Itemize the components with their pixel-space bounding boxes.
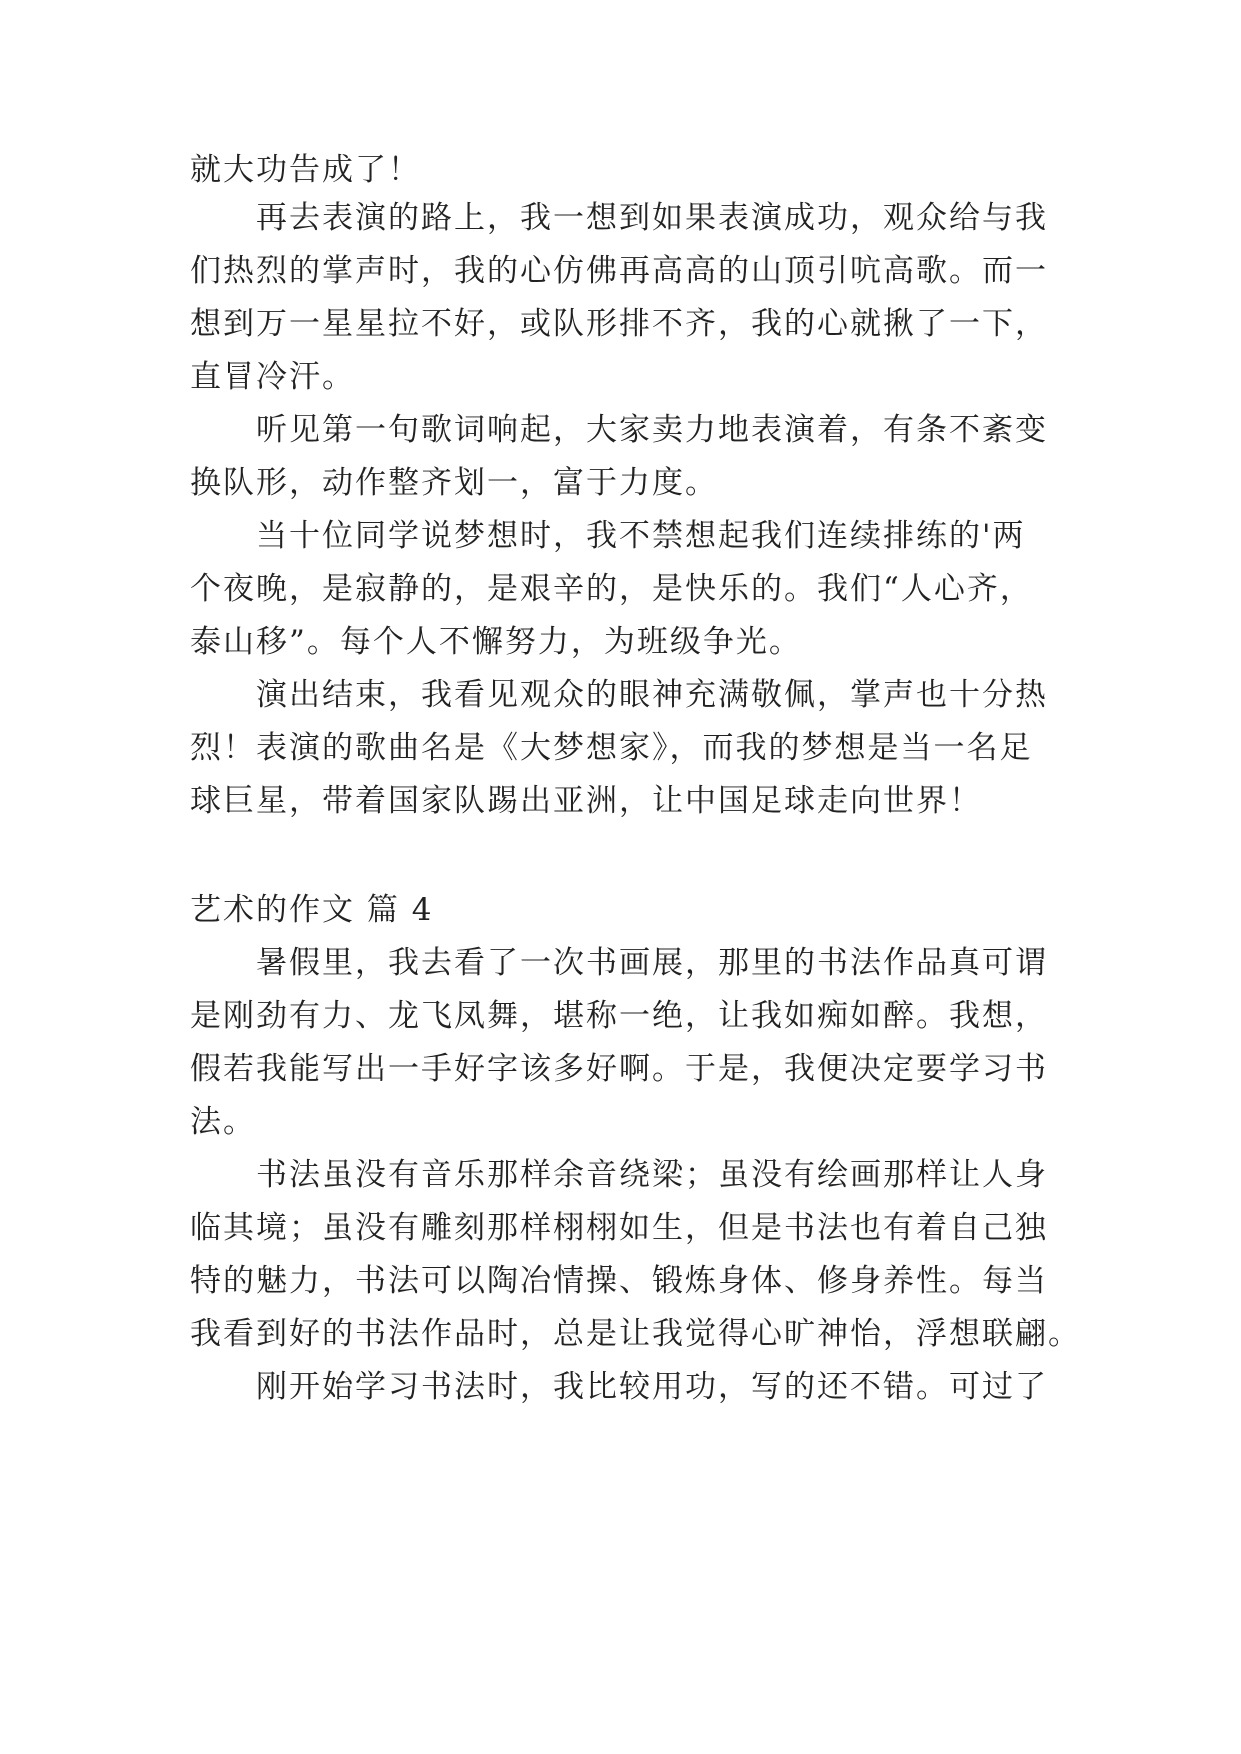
text-line: 假若我能写出一手好字该多好啊。于是，我便决定要学习书 [190,1051,1048,1087]
paragraph-first-line: 刚开始学习书法时，我比较用功，写的还不错。可过了 [256,1369,1048,1405]
text-line: 想到万一星星拉不好，或队形排不齐，我的心就揪了一下， [190,306,1048,342]
text-line: 直冒冷汗。 [190,359,355,395]
paragraph-first-line: 再去表演的路上，我一想到如果表演成功，观众给与我 [256,200,1048,236]
paragraph-first-line: 暑假里，我去看了一次书画展，那里的书法作品真可谓 [256,945,1048,981]
text-line: 球巨星，带着国家队踢出亚洲，让中国足球走向世界！ [190,783,982,819]
section-heading: 艺术的作文 篇 4 [190,892,434,928]
paragraph-first-line: 书法虽没有音乐那样余音绕梁；虽没有绘画那样让人身 [256,1157,1048,1193]
text-line: 法。 [190,1104,256,1140]
text-line: 临其境；虽没有雕刻那样栩栩如生，但是书法也有着自己独 [190,1210,1048,1246]
text-line: 特的魅力，书法可以陶冶情操、锻炼身体、修身养性。每当 [190,1263,1048,1299]
text-line: 个夜晚，是寂静的，是艰辛的，是快乐的。我们“人心齐， [190,571,1033,607]
text-line: 换队形，动作整齐划一，富于力度。 [190,465,718,501]
text-line: 泰山移”。每个人不懈努力，为班级争光。 [190,624,802,660]
paragraph-first-line: 听见第一句歌词响起，大家卖力地表演着，有条不紊变 [256,412,1048,448]
text-line: 是刚劲有力、龙飞凤舞，堪称一绝，让我如痴如醉。我想， [190,998,1048,1034]
text-line: 们热烈的掌声时，我的心仿佛再高高的山顶引吭高歌。而一 [190,253,1048,289]
paragraph-first-line: 演出结束，我看见观众的眼神充满敬佩，掌声也十分热 [256,677,1048,713]
text-line: 我看到好的书法作品时，总是让我觉得心旷神怡，浮想联翩。 [190,1316,1081,1352]
paragraph-first-line: 当十位同学说梦想时，我不禁想起我们连续排练的'两 [256,518,1026,554]
text-line: 就大功告成了！ [190,152,421,188]
text-line: 烈！表演的歌曲名是《大梦想家》，而我的梦想是当一名足 [190,730,1033,766]
